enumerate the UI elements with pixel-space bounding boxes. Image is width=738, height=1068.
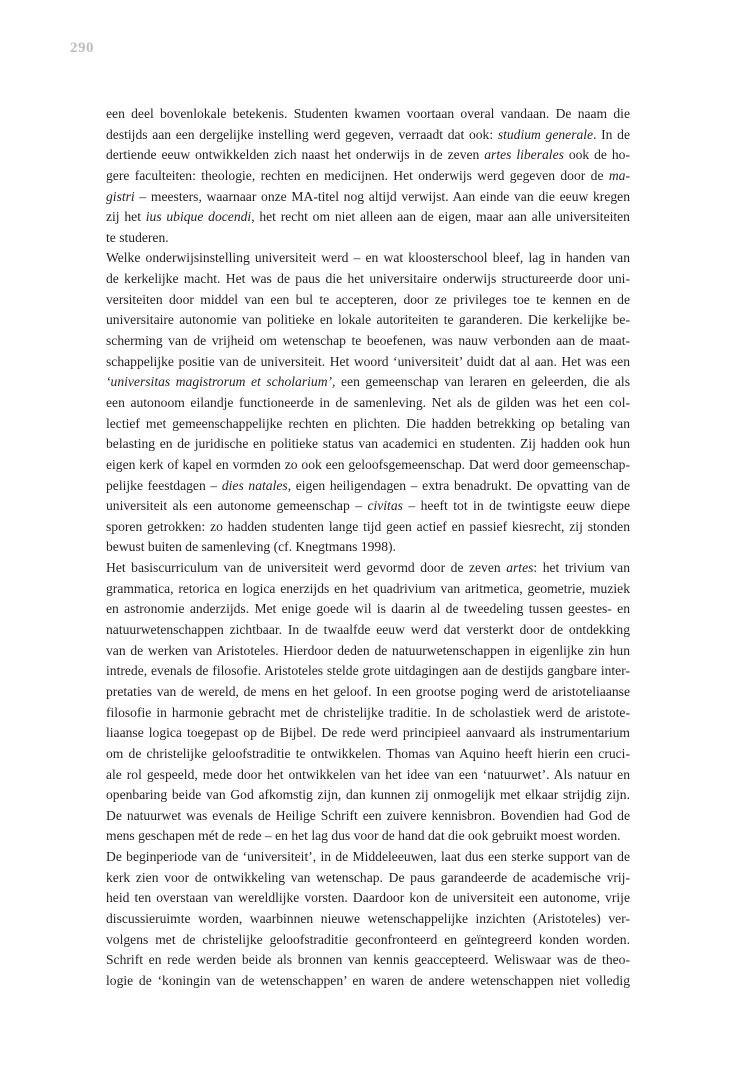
text-run: discussieruimte worden, waarbinnen nieuwe wetenschappelijke inzichten (Aristoteles) ver-	[106, 910, 630, 926]
text-line	[106, 682, 630, 703]
text-run: dertiende eeuw ontwikkelden zich naast het onderwijs in de zeven	[106, 147, 485, 163]
text-run: heid ten overstaan van wereldlijke vorsten. Daardoor kon de universiteit een autonome, vrije	[106, 890, 630, 906]
text-line	[106, 599, 630, 620]
text-run: liaanse logica toegepast op de Bijbel. De rede werd principieel aanvaard als instrumentarium	[106, 725, 630, 741]
text-line	[106, 166, 630, 187]
text-run: grammatica, retorica en logica enerzijds en het quadrivium van aritmetica, geometrie, muziek	[106, 580, 630, 596]
text-run: om de christelijke geloofstraditie te ontwikkelen. Thomas van Aquino heeft hierin een cruci-	[106, 745, 630, 761]
text-run: gere faculteiten: theologie, rechten en medicijnen. Het onderwijs werd gegeven door de	[106, 167, 609, 183]
text-line	[106, 228, 630, 249]
text-line	[106, 517, 630, 538]
italic-text: civitas	[367, 498, 403, 514]
italic-text: studium generale	[497, 126, 594, 142]
italic-text: ius ubique docendi	[145, 209, 252, 225]
text-run: , eigen heiligendagen – extra benadrukt. De opvatting van de	[287, 477, 630, 493]
text-run: filosofie in harmonie gebracht met de christelijke traditie. In de scholastiek werd de aristote-	[106, 704, 630, 720]
text-run: universitaire autonomie van politieke en lokale autoriteiten te garanderen. Die kerkelijke be-	[106, 312, 630, 328]
text-run: universiteit als een autonome gemeenschap –	[106, 498, 368, 514]
text-run: intrede, evenals de filosofie. Aristoteles stelde grote uitdagingen aan de destijds gangbare inter-	[106, 663, 630, 679]
text-run: – heeft tot in de twintigste eeuw diepe	[402, 498, 630, 514]
text-line	[106, 971, 630, 992]
text-line	[106, 352, 630, 373]
italic-text: artes	[506, 560, 534, 576]
text-line	[106, 207, 630, 228]
text-run: versiteiten door middel van een bul te accepteren, door ze privileges toe te kennen en de	[106, 291, 630, 307]
text-run: lectief met gemeenschappelijke rechten en plichten. Die hadden betrekking op betaling van	[106, 415, 630, 431]
text-run: te studeren.	[106, 229, 169, 245]
italic-text: ‘universitas magistrorum et scholarium’,	[106, 374, 336, 390]
page-number: 290	[70, 40, 94, 56]
text-line	[106, 372, 630, 393]
text-run: bewust buiten de samenleving (cf. Knegtmans 1998).	[106, 539, 396, 555]
text-run: pretaties van de wereld, de mens en het geloof. In een grootse poging werd de aristoteliaanse	[106, 683, 630, 699]
text-run: – meesters, waarnaar onze MA-titel nog altijd verwijst. Aan einde van die eeuw kregen	[134, 188, 630, 204]
text-line	[106, 579, 630, 600]
italic-text: gistri	[106, 188, 135, 204]
text-line	[106, 765, 630, 786]
text-run: : het trivium van	[533, 560, 631, 576]
text-line	[106, 476, 630, 497]
text-line	[106, 703, 630, 724]
text-run: logie de ‘koningin van de wetenschappen’ en waren de andere wetenschappen niet volledig	[106, 972, 630, 988]
text-run: pelijke feestdagen –	[106, 477, 222, 493]
text-run: Schrift en rede werden beide als bronnen van kennis geaccepteerd. Weliswaar was de theo-	[106, 952, 630, 968]
text-line	[106, 930, 630, 951]
text-run: schappelijke positie van de universiteit. Het woord ‘universiteit’ duidt dat al aan. Het was een	[106, 353, 630, 369]
text-run: een autonoom eilandje functioneerde in de samenleving. Net als de gilden was het een col-	[106, 394, 630, 410]
text-run: zij het	[106, 209, 146, 225]
text-line	[106, 620, 630, 641]
italic-text: artes liberales	[484, 147, 564, 163]
text-run: volgens met de christelijke geloofstraditie geconfronteerd en geïntegreerd konden worden.	[106, 931, 630, 947]
text-run: destijds aan een dergelijke instelling werd gegeven, verraadt dat ook:	[106, 126, 498, 142]
text-run: kerk zien voor de ontwikkeling van wetenschap. De paus garandeerde de academische vrij-	[106, 869, 630, 885]
text-line	[106, 661, 630, 682]
italic-text: ma-	[608, 167, 630, 183]
text-line	[106, 806, 630, 827]
text-line	[106, 455, 630, 476]
italic-text: dies natales	[221, 477, 288, 493]
text-line	[106, 950, 630, 971]
paragraph	[106, 558, 630, 847]
text-line	[106, 434, 630, 455]
text-line	[106, 104, 630, 125]
text-run: scherming van de vrijheid om wetenschap te beoefenen, was nauw verbonden aan de maat-	[106, 333, 630, 349]
text-run: een gemeenschap van leraren en geleerden, die als	[335, 374, 630, 390]
text-run: mens geschapen mét de rede – en het lag dus voor de hand dat die ook gebruikt moest worden.	[106, 828, 621, 844]
text-line	[106, 847, 630, 868]
paragraph	[106, 248, 630, 558]
text-run: , het recht om niet alleen aan de eigen, maar aan alle universiteiten	[251, 209, 630, 225]
text-run: Welke onderwijsinstelling universiteit werd – en wat kloosterschool bleef, lag in handen van	[106, 250, 630, 266]
text-run: Het basiscurriculum van de universiteit werd gevormd door de zeven	[106, 560, 507, 576]
text-run: sporen getrokken: zo hadden studenten lange tijd geen actief en passief kiesrecht, zij stonden	[106, 518, 630, 534]
text-line	[106, 641, 630, 662]
text-run: van de werken van Aristoteles. Hierdoor deden de natuurwetenschappen in eigenlijke zin hun	[106, 642, 630, 658]
text-run: ale rol gespeeld, mede door het ontwikkelen van het idee van een ‘natuurwet’. Als natuur en	[106, 766, 630, 782]
text-line	[106, 868, 630, 889]
text-line	[106, 558, 630, 579]
paragraph	[106, 104, 630, 248]
text-line	[106, 393, 630, 414]
text-line	[106, 414, 630, 435]
text-line	[106, 187, 630, 208]
text-run: belasting en de juridische en politieke status van academici en studenten. Zij hadden ook hun	[106, 436, 630, 452]
text-line	[106, 723, 630, 744]
text-line	[106, 909, 630, 930]
text-run: De natuurwet was evenals de Heilige Schrift een zuivere kennisbron. Bovendien had God de	[106, 807, 630, 823]
text-run: een deel bovenlokale betekenis. Studenten kwamen voortaan overal vandaan. De naam die	[106, 106, 630, 121]
text-run: natuurwetenschappen zichtbaar. In de twaalfde eeuw werd dat versterkt door de ontdekking	[106, 622, 630, 638]
body-text	[106, 104, 630, 992]
text-run: eigen kerk of kapel en vormden zo ook een geloofsgemeenschap. Dat werd door gemeenschap-	[106, 456, 630, 472]
text-line	[106, 125, 630, 146]
text-line	[106, 826, 630, 847]
paragraph	[106, 847, 630, 991]
text-line	[106, 785, 630, 806]
text-line	[106, 248, 630, 269]
text-line	[106, 269, 630, 290]
text-line	[106, 145, 630, 166]
text-run: de kerkelijke macht. Het was de paus die het universitaire onderwijs structureerde door uni-	[106, 271, 630, 287]
text-run: ook de ho-	[563, 147, 630, 163]
text-run: . In de	[593, 126, 630, 142]
text-run: De beginperiode van de ‘universiteit’, in de Middeleeuwen, laat dus een sterke support van de	[106, 849, 630, 865]
text-line	[106, 331, 630, 352]
text-run: openbaring beide van God afkomstig zijn, dan kunnen zij onmogelijk met elkaar strijdig zijn.	[106, 787, 630, 803]
text-line	[106, 537, 630, 558]
text-line	[106, 744, 630, 765]
text-run: en astronomie anderzijds. Met enige goede wil is daarin al de tweedeling tussen geestes- en	[106, 601, 630, 617]
text-line	[106, 888, 630, 909]
text-line	[106, 496, 630, 517]
text-line	[106, 290, 630, 311]
text-line	[106, 310, 630, 331]
